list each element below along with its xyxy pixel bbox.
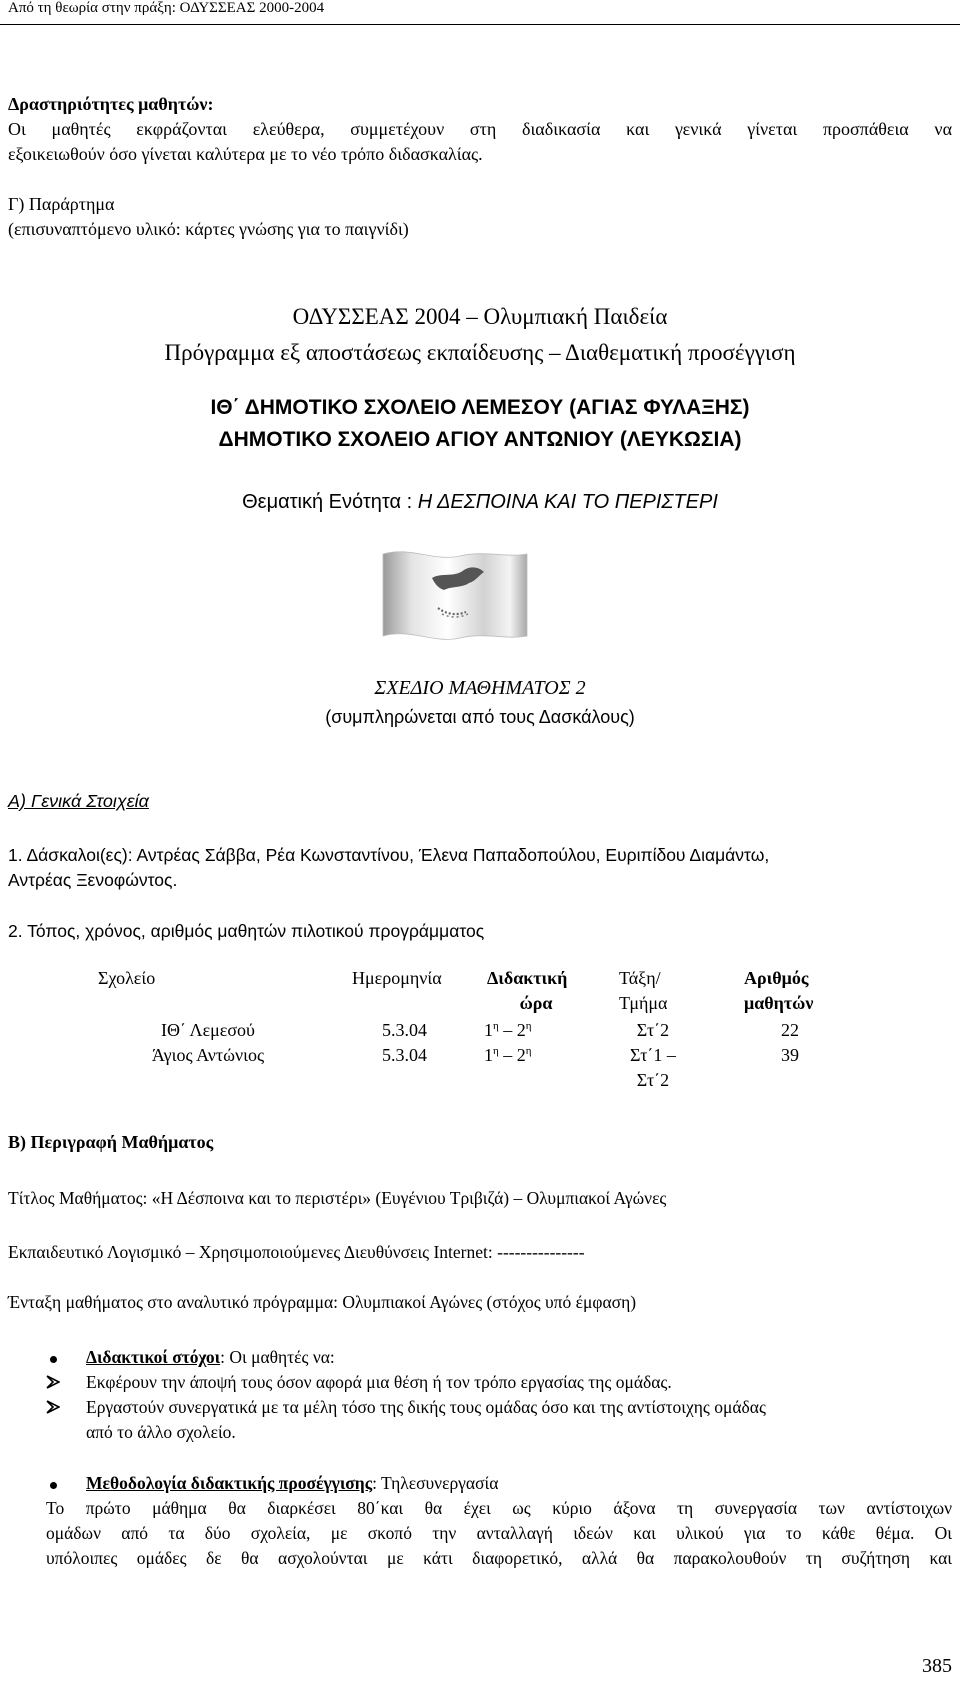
- header-date: Ημερομηνία: [352, 968, 442, 988]
- row-1-class: Στ΄2: [636, 1020, 670, 1040]
- row-1-count: 22: [781, 1020, 799, 1040]
- header-hour-line-1: Διδακτική: [487, 968, 568, 988]
- row-1-hour-dash: –: [498, 1020, 517, 1040]
- methodology-line: [86, 1471, 498, 1496]
- row-1-hour-sup-a: η: [493, 1020, 499, 1032]
- methodology-rest: : Τηλεσυνεργασία: [372, 1473, 499, 1493]
- thematic-unit: [0, 488, 960, 516]
- row-1-hour-sup-b: η: [525, 1020, 532, 1032]
- lesson-plan-title: ΣΧΕΔΙΟ ΜΑΘΗΜΑΤΟΣ 2: [374, 677, 586, 699]
- goals-rest: : Οι μαθητές να:: [220, 1347, 335, 1367]
- place-time-line: 2. Τόπος, χρόνος, αριθμός μαθητών πιλοτικού προγράμματος: [8, 921, 485, 941]
- section-b-heading: Β) Περιγραφή Μαθήματος: [8, 1132, 214, 1152]
- cyprus-flag-icon: [380, 548, 530, 648]
- row-2-hour-sup-b: η: [525, 1045, 532, 1057]
- activities-line-2: εξοικειωθούν όσο γίνεται καλύτερα με το νέο τρόπο διδασκαλίας.: [8, 144, 483, 164]
- lesson-title-line: Τίτλος Μαθήματος: «Η Δέσποινα και το περιστέρι» (Ευγένιου Τριβιζά) – Ολυμπιακοί Αγώνες: [8, 1188, 667, 1208]
- row-2-date: 5.3.04: [382, 1045, 427, 1065]
- lesson-plan-note: (συμπληρώνεται από τους Δασκάλους): [325, 707, 635, 727]
- row-1-date: 5.3.04: [382, 1020, 427, 1040]
- appendix-subtitle: (επισυναπτόμενο υλικό: κάρτες γνώσης για το παιγνίδι): [8, 219, 409, 239]
- paragraph-line-2: ομάδων από τα δύο σχολεία, με σκοπό την ανταλλαγή ιδεών και υλικού για το κάθε θέμα. Οι: [46, 1523, 952, 1543]
- thematic-label: Θεματική Ενότητα :: [242, 491, 418, 513]
- section-a-heading: Α) Γενικά Στοιχεία: [8, 791, 149, 811]
- row-2-hour-a: 1: [484, 1045, 493, 1065]
- header-count-line-2: μαθητών: [744, 993, 814, 1013]
- arrowhead-bullet-icon: [46, 1400, 60, 1414]
- software-line: Εκπαιδευτικό Λογισμικό – Χρησιμοποιούμενες Διευθύνσεις Internet: ---------------: [8, 1242, 585, 1262]
- school-line-2: ΔΗΜΟΤΙΚΟ ΣΧΟΛΕΙΟ ΑΓΙΟΥ ΑΝΤΩΝΙΟΥ (ΛΕΥΚΩΣΙΑ): [218, 428, 742, 451]
- header-class-line-2: Τμήμα: [619, 993, 668, 1013]
- row-2-hour: [484, 1045, 532, 1066]
- teachers-line-2: Αντρέας Ξενοφώντος.: [8, 870, 178, 890]
- page-number: 385: [922, 1655, 952, 1677]
- activities-line-1: Οι μαθητές εκφράζονται ελεύθερα, συμμετέχουν στη διαδικασία και γενικά γίνεται προσπάθεια να: [8, 119, 952, 139]
- integration-line: Ένταξη μαθήματος στο αναλυτικό πρόγραμμα: Ολυμπιακοί Αγώνες (στόχος υπό έμφαση): [8, 1292, 637, 1312]
- header-school: Σχολείο: [98, 968, 156, 988]
- goals-line: [86, 1345, 335, 1370]
- arrowhead-bullet-icon: [46, 1375, 60, 1389]
- appendix-title: Γ) Παράρτημα: [8, 194, 115, 214]
- row-1-school: ΙΘ΄ Λεμεσού: [161, 1020, 255, 1040]
- goal-2-line-1: Εργαστούν συνεργατικά με τα μέλη τόσο της δικής τους ομάδας όσο και της αντίστοιχης ομάδας: [86, 1397, 766, 1417]
- row-2-count: 39: [781, 1045, 799, 1065]
- goal-1: Εκφέρουν την άποψή τους όσον αφορά μια θέση ή τον τρόπο εργασίας της ομάδας.: [86, 1372, 672, 1392]
- program-title: ΟΔΥΣΣΕΑΣ 2004 – Ολυμπιακή Παιδεία: [292, 304, 668, 329]
- row-1-hour-a: 1: [484, 1020, 493, 1040]
- program-subtitle: Πρόγραμμα εξ αποστάσεως εκπαίδευσης – Διαθεματική προσέγγιση: [164, 340, 796, 365]
- row-2-class-line-2: Στ΄2: [636, 1070, 670, 1090]
- paragraph-line-3: υπόλοιπες ομάδες δε θα ασχολούνται με κάτι διαφορετικό, αλλά θα παρακολουθούν τη συζήτηση και: [46, 1548, 952, 1568]
- row-1-hour-b: 2: [516, 1020, 526, 1040]
- goal-2-line-2: από το άλλο σχολείο.: [86, 1422, 236, 1442]
- row-2-hour-sup-a: η: [493, 1045, 499, 1057]
- row-1-hour: [484, 1020, 532, 1041]
- row-2-hour-b: 2: [516, 1045, 526, 1065]
- row-2-class-line-1: Στ΄1 –: [630, 1045, 676, 1065]
- row-2-school: Άγιος Αντώνιος: [151, 1045, 265, 1065]
- row-2-hour-dash: –: [498, 1045, 517, 1065]
- activities-heading: Δραστηριότητες μαθητών:: [8, 94, 214, 114]
- methodology-label: Μεθοδολογία διδακτικής προσέγγισης: [86, 1473, 373, 1493]
- header-divider: [0, 24, 960, 25]
- bullet-dot-icon: [50, 1356, 57, 1363]
- running-header: Από τη θεωρία στην πράξη: ΟΔΥΣΣΕΑΣ 2000-2004: [8, 0, 325, 16]
- teachers-line-1: 1. Δάσκαλοι(ες): Αντρέας Σάββα, Ρέα Κωνσταντίνου, Έλενα Παπαδοπούλου, Ευριπίδου Διαμάντω,: [8, 845, 770, 865]
- header-count-line-1: Αριθμός: [744, 968, 809, 988]
- school-line-1: ΙΘ΄ ΔΗΜΟΤΙΚΟ ΣΧΟΛΕΙΟ ΛΕΜΕΣΟΥ (ΑΓΙΑΣ ΦΥΛΑΞΗΣ): [210, 396, 750, 419]
- header-class-line-1: Τάξη/: [619, 968, 661, 988]
- paragraph-line-1: Το πρώτο μάθημα θα διαρκέσει 80΄και θα έχει ως κύριο άξονα τη συνεργασία των αντίστοιχων: [46, 1498, 952, 1518]
- header-hour-line-2: ώρα: [519, 993, 553, 1013]
- bullet-dot-icon: [50, 1482, 57, 1489]
- thematic-value: Η ΔΕΣΠΟΙΝΑ ΚΑΙ ΤΟ ΠΕΡΙΣΤΕΡΙ: [417, 491, 718, 513]
- goals-label: Διδακτικοί στόχοι: [86, 1347, 221, 1367]
